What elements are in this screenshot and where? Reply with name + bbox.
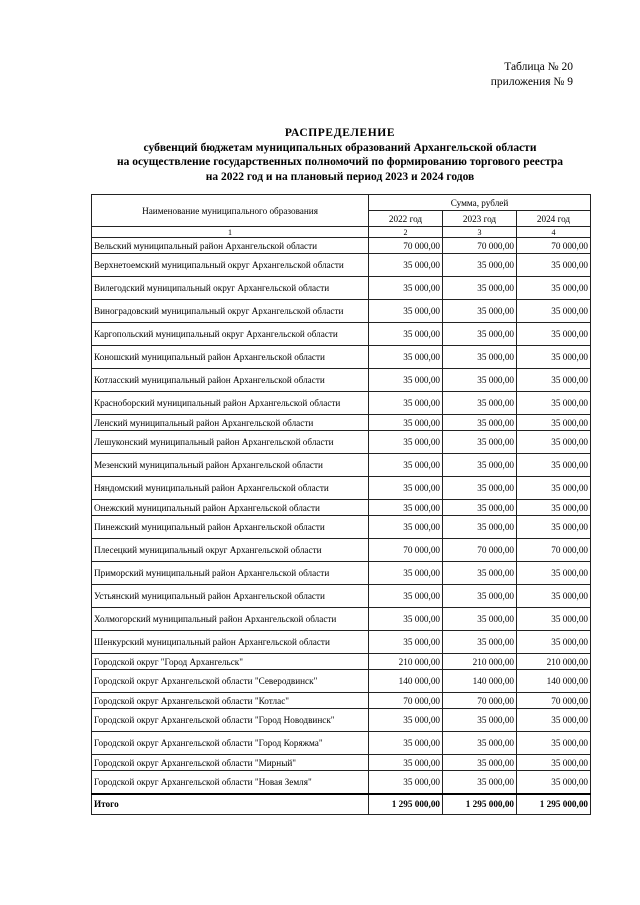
table-row xyxy=(92,654,591,670)
amount-cell: 35 000,00 xyxy=(369,369,443,392)
municipality-name: Котласский муниципальный район Архангельской области xyxy=(92,369,369,392)
column-header-year: 2022 год xyxy=(369,211,443,227)
municipality-name: Виноградовский муниципальный округ Архангельской области xyxy=(92,300,369,323)
total-row xyxy=(92,794,591,815)
amount-cell: 35 000,00 xyxy=(517,346,591,369)
amount-cell: 35 000,00 xyxy=(517,755,591,771)
title-line-1: РАСПРЕДЕЛЕНИЕ xyxy=(284,127,396,139)
amount-cell: 35 000,00 xyxy=(369,585,443,608)
amount-cell: 140 000,00 xyxy=(517,670,591,693)
title-line-4: на 2022 год и на плановый период 2023 и 2024 годов xyxy=(205,170,475,183)
column-header-name: Наименование муниципального образования xyxy=(92,195,369,227)
amount-cell: 35 000,00 xyxy=(517,516,591,539)
amount-cell: 35 000,00 xyxy=(443,631,517,654)
amount-cell: 210 000,00 xyxy=(443,654,517,670)
municipality-name: Городской округ Архангельской области "Город Новодвинск" xyxy=(92,709,369,732)
amount-cell: 70 000,00 xyxy=(443,238,517,254)
table-row xyxy=(92,670,591,693)
amount-cell: 35 000,00 xyxy=(443,585,517,608)
amount-cell: 35 000,00 xyxy=(517,454,591,477)
amount-cell: 35 000,00 xyxy=(369,771,443,794)
table-row xyxy=(92,477,591,500)
amount-cell: 70 000,00 xyxy=(443,693,517,709)
municipality-name: Коношский муниципальный район Архангельской области xyxy=(92,346,369,369)
amount-cell: 35 000,00 xyxy=(517,500,591,516)
amount-cell: 35 000,00 xyxy=(443,346,517,369)
municipality-name: Городской округ Архангельской области "Северодвинск" xyxy=(92,670,369,693)
amount-cell: 35 000,00 xyxy=(517,477,591,500)
amount-cell: 35 000,00 xyxy=(443,415,517,431)
amount-cell: 35 000,00 xyxy=(443,431,517,454)
amount-cell: 35 000,00 xyxy=(443,454,517,477)
amount-cell: 35 000,00 xyxy=(517,631,591,654)
municipality-name: Пинежский муниципальный район Архангельской области xyxy=(92,516,369,539)
amount-cell: 35 000,00 xyxy=(517,732,591,755)
amount-cell: 35 000,00 xyxy=(369,516,443,539)
table-row xyxy=(92,392,591,415)
amount-cell: 35 000,00 xyxy=(443,369,517,392)
amount-cell: 140 000,00 xyxy=(369,670,443,693)
table-row xyxy=(92,323,591,346)
table-row xyxy=(92,709,591,732)
municipality-name: Устьянский муниципальный район Архангельской области xyxy=(92,585,369,608)
amount-cell: 35 000,00 xyxy=(517,608,591,631)
amount-cell: 70 000,00 xyxy=(517,693,591,709)
amount-cell: 210 000,00 xyxy=(517,654,591,670)
appendix-label: приложения № 9 xyxy=(490,76,573,88)
document-title xyxy=(80,126,600,184)
amount-cell: 35 000,00 xyxy=(443,516,517,539)
amount-cell: 35 000,00 xyxy=(443,709,517,732)
amount-cell: 35 000,00 xyxy=(369,500,443,516)
amount-cell: 35 000,00 xyxy=(517,369,591,392)
amount-cell: 35 000,00 xyxy=(369,415,443,431)
amount-cell: 35 000,00 xyxy=(369,709,443,732)
amount-cell: 35 000,00 xyxy=(517,562,591,585)
municipality-name: Вилегодский муниципальный округ Архангельской области xyxy=(92,277,369,300)
column-index: 3 xyxy=(443,227,517,238)
amount-cell: 210 000,00 xyxy=(369,654,443,670)
municipality-name: Городской округ Архангельской области "Новая Земля" xyxy=(92,771,369,794)
amount-cell: 35 000,00 xyxy=(443,300,517,323)
amount-cell: 35 000,00 xyxy=(443,755,517,771)
title-line-3: на осуществление государственных полномочий по формированию торгового реестра xyxy=(116,156,564,168)
municipality-name: Каргопольский муниципальный округ Архангельской области xyxy=(92,323,369,346)
amount-cell: 35 000,00 xyxy=(517,323,591,346)
amount-cell: 35 000,00 xyxy=(517,392,591,415)
amount-cell: 35 000,00 xyxy=(517,771,591,794)
amount-cell: 70 000,00 xyxy=(369,693,443,709)
amount-cell: 35 000,00 xyxy=(369,755,443,771)
amount-cell: 70 000,00 xyxy=(369,238,443,254)
table-row xyxy=(92,585,591,608)
amount-cell: 70 000,00 xyxy=(369,539,443,562)
amount-cell: 35 000,00 xyxy=(517,300,591,323)
municipality-name: Красноборский муниципальный район Архангельской области xyxy=(92,392,369,415)
column-header-year: 2023 год xyxy=(443,211,517,227)
table-row xyxy=(92,369,591,392)
amount-cell: 35 000,00 xyxy=(369,277,443,300)
amount-cell: 35 000,00 xyxy=(369,631,443,654)
table-row xyxy=(92,755,591,771)
table-row xyxy=(92,539,591,562)
municipality-name: Городской округ Архангельской области "Город Коряжма" xyxy=(92,732,369,755)
title-line-2: субвенций бюджетам муниципальных образований Архангельской области xyxy=(143,141,537,154)
municipality-name: Лешуконский муниципальный район Архангельской области xyxy=(92,431,369,454)
table-row xyxy=(92,732,591,755)
amount-cell: 35 000,00 xyxy=(369,454,443,477)
subvention-table xyxy=(91,194,591,815)
column-index: 4 xyxy=(517,227,591,238)
amount-cell: 70 000,00 xyxy=(517,539,591,562)
table-row xyxy=(92,346,591,369)
amount-cell: 35 000,00 xyxy=(443,562,517,585)
municipality-name: Шенкурский муниципальный район Архангельской области xyxy=(92,631,369,654)
municipality-name: Верхнетоемский муниципальный округ Архангельской области xyxy=(92,254,369,277)
municipality-name: Холмогорский муниципальный район Архангельской области xyxy=(92,608,369,631)
amount-cell: 35 000,00 xyxy=(369,392,443,415)
amount-cell: 35 000,00 xyxy=(443,254,517,277)
amount-cell: 35 000,00 xyxy=(443,500,517,516)
amount-cell: 35 000,00 xyxy=(443,771,517,794)
amount-cell: 35 000,00 xyxy=(369,346,443,369)
column-index: 2 xyxy=(369,227,443,238)
table-number-label: Таблица № 20 xyxy=(504,61,573,73)
total-label: Итого xyxy=(92,794,369,815)
table-row xyxy=(92,693,591,709)
column-header-sum: Сумма, рублей xyxy=(369,195,591,211)
municipality-name: Ленский муниципальный район Архангельской области xyxy=(92,415,369,431)
amount-cell: 35 000,00 xyxy=(369,608,443,631)
municipality-name: Няндомский муниципальный район Архангельской области xyxy=(92,477,369,500)
table-row xyxy=(92,254,591,277)
table-row xyxy=(92,771,591,794)
total-value: 1 295 000,00 xyxy=(517,794,591,815)
document-header-reference xyxy=(491,60,573,90)
table-row xyxy=(92,415,591,431)
table-row xyxy=(92,500,591,516)
municipality-name: Онежский муниципальный район Архангельской области xyxy=(92,500,369,516)
amount-cell: 35 000,00 xyxy=(517,585,591,608)
amount-cell: 35 000,00 xyxy=(443,323,517,346)
table-row xyxy=(92,631,591,654)
table-row xyxy=(92,516,591,539)
table-row xyxy=(92,277,591,300)
amount-cell: 35 000,00 xyxy=(369,732,443,755)
table-row xyxy=(92,454,591,477)
amount-cell: 35 000,00 xyxy=(369,254,443,277)
amount-cell: 35 000,00 xyxy=(369,562,443,585)
municipality-name: Городской округ Архангельской области "Мирный" xyxy=(92,755,369,771)
municipality-name: Вельский муниципальный район Архангельской области xyxy=(92,238,369,254)
amount-cell: 35 000,00 xyxy=(369,477,443,500)
amount-cell: 35 000,00 xyxy=(517,709,591,732)
table-body xyxy=(92,238,591,794)
amount-cell: 70 000,00 xyxy=(443,539,517,562)
municipality-name: Приморский муниципальный район Архангельской области xyxy=(92,562,369,585)
amount-cell: 35 000,00 xyxy=(517,277,591,300)
amount-cell: 35 000,00 xyxy=(369,431,443,454)
amount-cell: 35 000,00 xyxy=(517,254,591,277)
municipality-name: Плесецкий муниципальный округ Архангельской области xyxy=(92,539,369,562)
municipality-name: Городской округ Архангельской области "Котлас" xyxy=(92,693,369,709)
total-value: 1 295 000,00 xyxy=(369,794,443,815)
column-index: 1 xyxy=(92,227,369,238)
table-row xyxy=(92,238,591,254)
table-row xyxy=(92,300,591,323)
amount-cell: 35 000,00 xyxy=(369,323,443,346)
total-value: 1 295 000,00 xyxy=(443,794,517,815)
amount-cell: 35 000,00 xyxy=(443,392,517,415)
amount-cell: 35 000,00 xyxy=(443,477,517,500)
amount-cell: 35 000,00 xyxy=(443,732,517,755)
column-header-year: 2024 год xyxy=(517,211,591,227)
table-row xyxy=(92,431,591,454)
table-row xyxy=(92,562,591,585)
amount-cell: 35 000,00 xyxy=(369,300,443,323)
amount-cell: 35 000,00 xyxy=(443,608,517,631)
amount-cell: 35 000,00 xyxy=(517,415,591,431)
municipality-name: Городской округ "Город Архангельск" xyxy=(92,654,369,670)
amount-cell: 140 000,00 xyxy=(443,670,517,693)
amount-cell: 70 000,00 xyxy=(517,238,591,254)
municipality-name: Мезенский муниципальный район Архангельской области xyxy=(92,454,369,477)
table-row xyxy=(92,608,591,631)
amount-cell: 35 000,00 xyxy=(443,277,517,300)
amount-cell: 35 000,00 xyxy=(517,431,591,454)
